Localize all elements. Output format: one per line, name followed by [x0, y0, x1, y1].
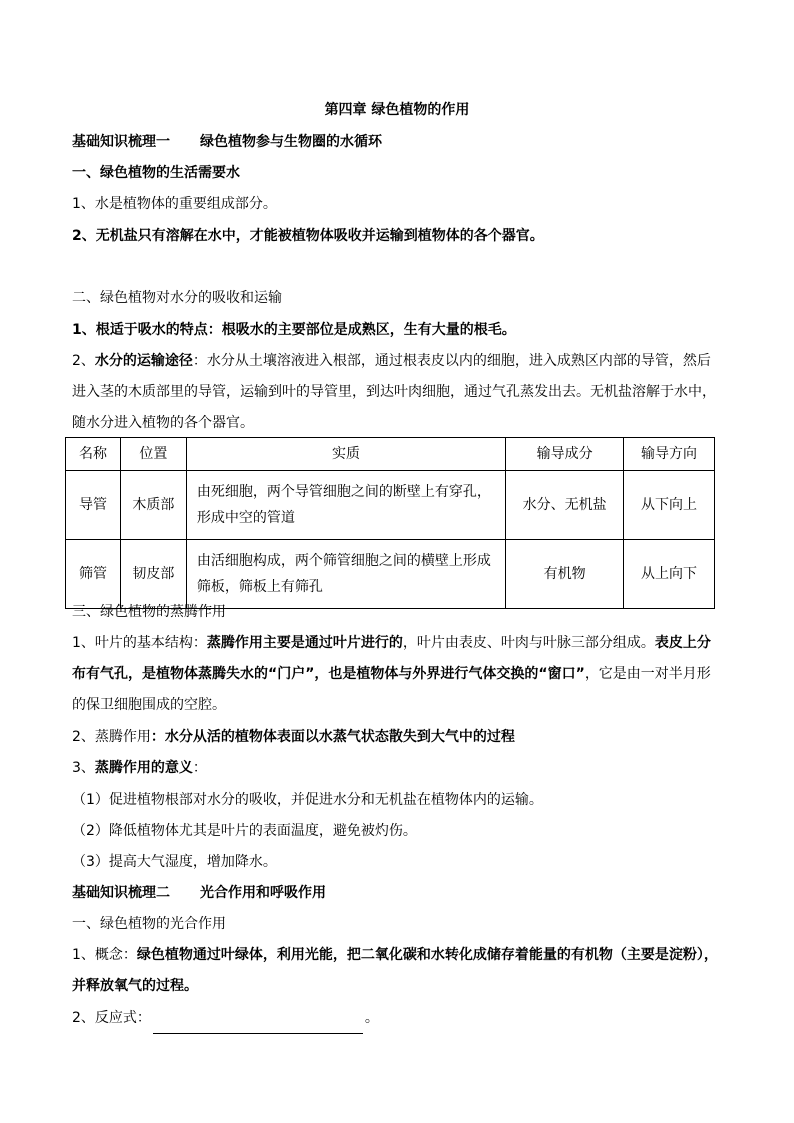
- table-cell: 木质部: [120, 471, 186, 540]
- part4-item2-end: 。: [364, 1010, 379, 1026]
- table-header-cell: 输导成分: [506, 438, 624, 471]
- table-cell: 由死细胞，两个导管细胞之间的断壁上有穿孔，形成中空的管道: [186, 471, 505, 540]
- table-header-cell: 名称: [66, 438, 121, 471]
- part3-item1-end: ，它是由一对半月形的保卫细胞围成的空腔。: [72, 666, 711, 713]
- part3-item3: [72, 753, 722, 784]
- table-header-cell: 位置: [120, 438, 186, 471]
- part2-item1-label: 1、根适于吸水的特点：: [72, 322, 222, 338]
- part4-item2-label: 2、反应式：: [72, 1010, 151, 1026]
- section2-heading: [72, 878, 722, 909]
- part3-sub2: （2）降低植物体尤其是叶片的表面温度，避免被灼伤。: [72, 823, 417, 839]
- section2-title: 光合作用和呼吸作用: [200, 885, 326, 901]
- part4-item2: [72, 1003, 722, 1034]
- table-header-row: [66, 438, 715, 471]
- table-cell: 筛管: [66, 540, 121, 609]
- part2-item1-text: 根吸水的主要部位是成熟区，生有大量的根毛。: [221, 322, 516, 338]
- table-header-cell: 输导方向: [624, 438, 715, 471]
- table-cell: 由活细胞构成，两个筛管细胞之间的横壁上形成筛板，筛板上有筛孔: [186, 540, 505, 609]
- part3-item1-mid: ，叶片由表皮、叶肉与叶脉三部分组成。: [402, 635, 655, 651]
- part2-item1: [72, 315, 722, 346]
- part3-item2-prefix: 2、: [72, 729, 95, 745]
- part4-heading: 一、绿色植物的光合作用: [72, 916, 226, 932]
- part3-item2-text: ：水分从活的植物体表面以水蒸气状态散失到大气中的过程: [150, 729, 515, 745]
- part3-item2: [72, 722, 722, 753]
- table-cell: 韧皮部: [120, 540, 186, 609]
- part3-item2-label: 蒸腾作用: [94, 729, 151, 745]
- section2-label: 基础知识梳理二: [72, 885, 170, 901]
- part2-heading: 二、绿色植物对水分的吸收和运输: [72, 290, 282, 306]
- part3-item1-prefix: 1、叶片的基本结构：: [72, 635, 207, 651]
- part1-item2: 2、无机盐只有溶解在水中，才能被植物体吸收并运输到植物体的各个器官。: [72, 228, 544, 244]
- chapter-title: 第四章 绿色植物的作用: [324, 102, 470, 118]
- part2-item2-text: ：水分从土壤溶液进入根部，通过根表皮以内的细胞，进入成熟区内部的导管，然后进入茎的木质部里的导管，运输到叶的导管里，到达叶肉细胞，通过气孔蒸发出去。无机盐溶解于水中，随水分进入植物的各个器官。: [72, 353, 716, 431]
- table-cell: 从上向下: [624, 540, 715, 609]
- part1-item1: 1、水是植物体的重要组成部分。: [72, 196, 277, 212]
- conducting-tissue-table: [65, 437, 715, 609]
- part3-sub3: （3）提高大气湿度，增加降水。: [72, 854, 277, 870]
- table-cell: 有机物: [506, 540, 624, 609]
- part3-item3-label: 蒸腾作用的意义: [94, 760, 193, 776]
- table-row: [66, 471, 715, 540]
- reaction-answer-blank[interactable]: [153, 1018, 363, 1034]
- part3-item3-prefix: 3、: [72, 760, 95, 776]
- section1-label: 基础知识梳理一: [72, 134, 170, 150]
- part1-heading: 一、绿色植物的生活需要水: [72, 165, 240, 181]
- part2-item2-prefix: 2、: [72, 353, 95, 369]
- section1-title: 绿色植物参与生物圈的水循环: [200, 134, 382, 150]
- part4-item1-prefix: 1、概念：: [72, 947, 137, 963]
- part4-item1-text: 绿色植物通过叶绿体，利用光能，把二氧化碳和水转化成储存着能量的有机物（主要是淀粉），并释放氧气的过程。: [72, 947, 718, 994]
- part3-sub1: （1）促进植物根部对水分的吸收，并促进水分和无机盐在植物体内的运输。: [72, 792, 543, 808]
- part3-item1: [72, 628, 722, 721]
- table-header-cell: 实质: [186, 438, 505, 471]
- part3-item1-bold2: 表皮上分布有气孔，是植物体蒸腾失水的“门户”，也是植物体与外界进行气体交换的“窗口”: [72, 635, 711, 682]
- section1-heading: [72, 127, 722, 158]
- part4-item1: [72, 940, 722, 1002]
- table-cell: 导管: [66, 471, 121, 540]
- part3-item3-colon: ：: [192, 760, 207, 776]
- part2-item2-label: 水分的运输途径: [94, 353, 193, 369]
- part3-heading: 三、绿色植物的蒸腾作用: [72, 604, 226, 620]
- part3-item1-bold1: 蒸腾作用主要是通过叶片进行的: [206, 635, 403, 651]
- part2-item2: [72, 346, 722, 439]
- table-cell: 水分、无机盐: [506, 471, 624, 540]
- table-cell: 从下向上: [624, 471, 715, 540]
